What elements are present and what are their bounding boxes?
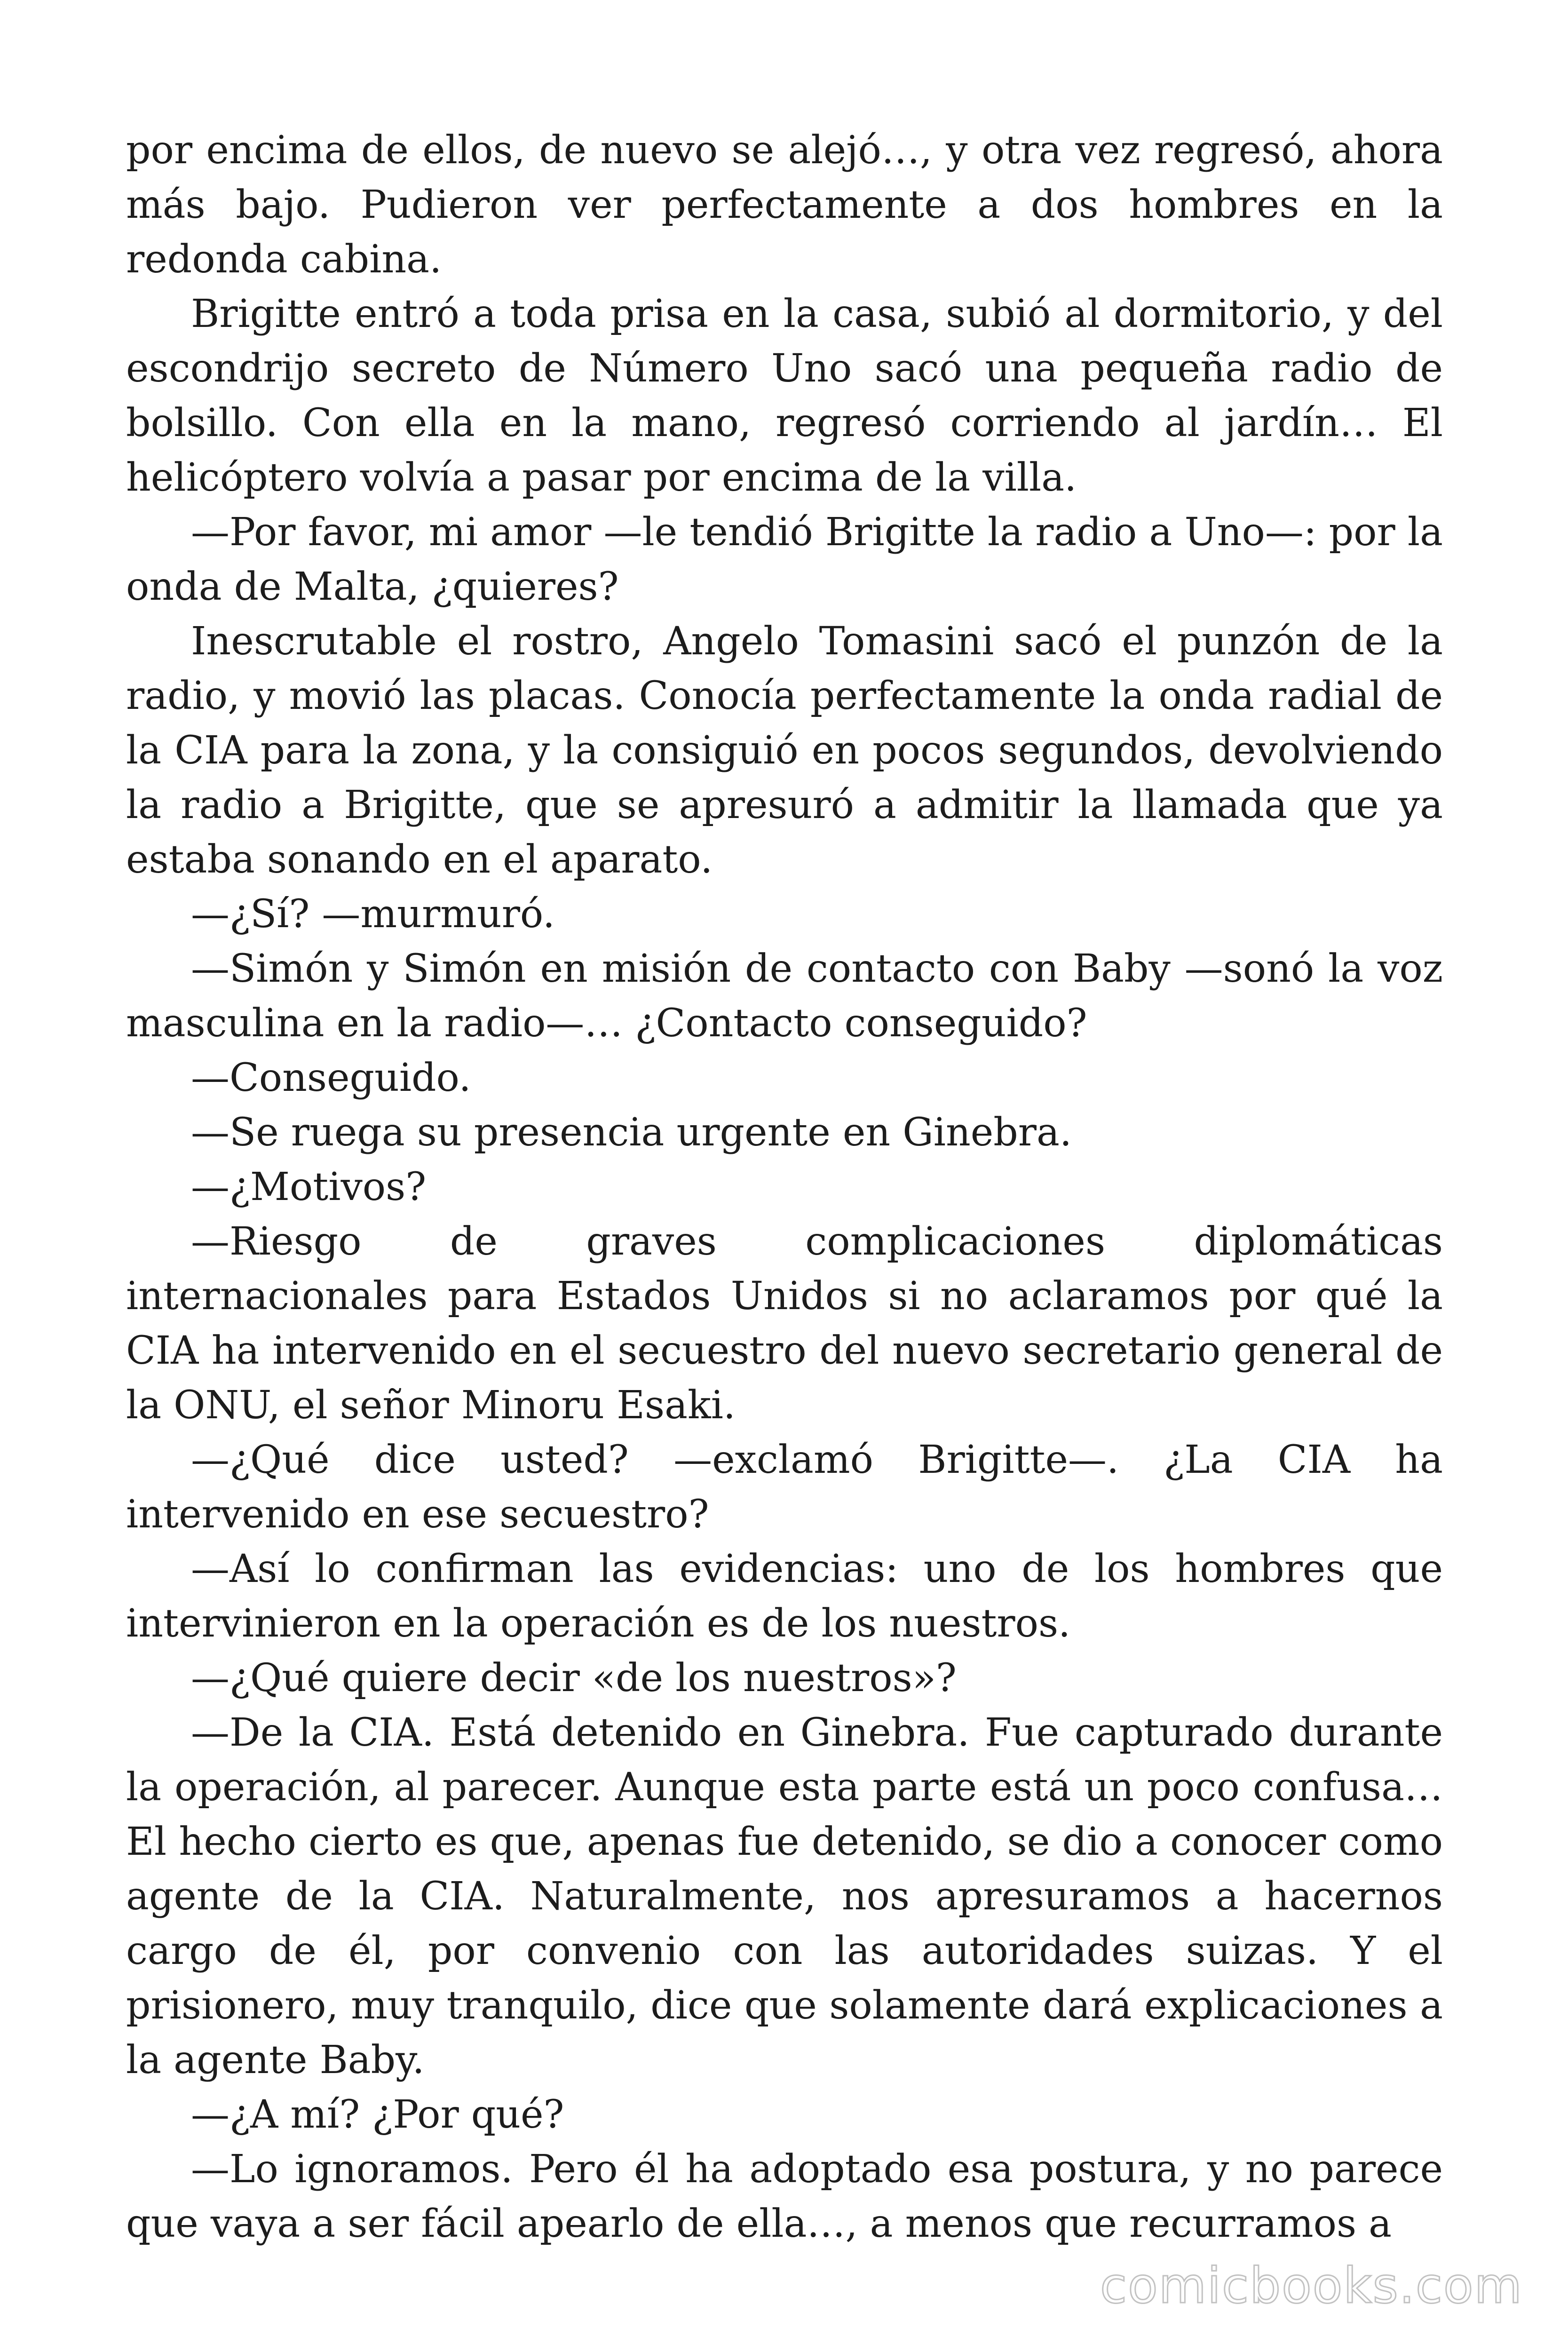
paragraph-13: —¿Qué quiere decir «de los nuestros»? — [191, 1656, 957, 1700]
page-body — [126, 123, 1443, 2251]
paragraph-10: —Riesgo de graves complicaciones diplomáticas internacionales para Estados Unidos si no aclaramos por qué la CIA ha intervenido en el secuestro del nuevo secretario general de la ONU, el señor Minoru Esaki. — [126, 1219, 1443, 1428]
paragraph-7: —Conseguido. — [191, 1056, 471, 1100]
paragraph-2: Brigitte entró a toda prisa en la casa, subió al dormitorio, y del escondrijo secreto de Número Uno sacó una pequeña radio de bolsillo. Con ella en la mano, regresó corriendo al jardín… El helicóptero volvía a pasar por encima de la villa. — [126, 292, 1443, 500]
paragraph-4: Inescrutable el rostro, Angelo Tomasini sacó el punzón de la radio, y movió las placas. Conocía perfectamente la onda radial de la CIA para la zona, y la consiguió en pocos segundos, devolviendo la radio a Brigitte, que se apresuró a admitir la llamada que ya estaba sonando en el aparato. — [126, 619, 1443, 882]
paragraph-9: —¿Motivos? — [191, 1165, 427, 1209]
paragraph-8: —Se ruega su presencia urgente en Ginebra. — [191, 1110, 1072, 1155]
paragraph-14: —De la CIA. Está detenido en Ginebra. Fue capturado durante la operación, al parecer. Aunque esta parte está un poco confusa… El hecho cierto es que, apenas fue detenido, se dio a conocer como agente de la CIA. Naturalmente, nos apresuramos a hacernos cargo de él, por convenio con las autoridades suizas. Y el prisionero, muy tranquilo, dice que solamente dará explicaciones a la agente Baby. — [126, 1710, 1443, 2082]
paragraph-3: —Por favor, mi amor —le tendió Brigitte la radio a Uno—: por la onda de Malta, ¿quieres? — [126, 510, 1443, 609]
paragraph-16: —Lo ignoramos. Pero él ha adoptado esa postura, y no parece que vaya a ser fácil apearlo de ella…, a menos que recurramos a — [126, 2147, 1443, 2246]
paragraph-11: —¿Qué dice usted? —exclamó Brigitte—. ¿La CIA ha intervenido en ese secuestro? — [126, 1438, 1443, 1537]
paragraph-5: —¿Sí? —murmuró. — [191, 892, 555, 937]
paragraph-1: por encima de ellos, de nuevo se alejó…, y otra vez regresó, ahora más bajo. Pudieron ver perfectamente a dos hombres en la redonda cabina. — [126, 128, 1443, 282]
watermark: comicbooks.com — [1100, 2257, 1523, 2314]
paragraph-15: —¿A mí? ¿Por qué? — [191, 2092, 564, 2137]
paragraph-6: —Simón y Simón en misión de contacto con Baby —sonó la voz masculina en la radio—… ¿Contacto conseguido? — [126, 946, 1443, 1046]
paragraph-12: —Así lo confirman las evidencias: uno de los hombres que intervinieron en la operación es de los nuestros. — [126, 1547, 1443, 1646]
